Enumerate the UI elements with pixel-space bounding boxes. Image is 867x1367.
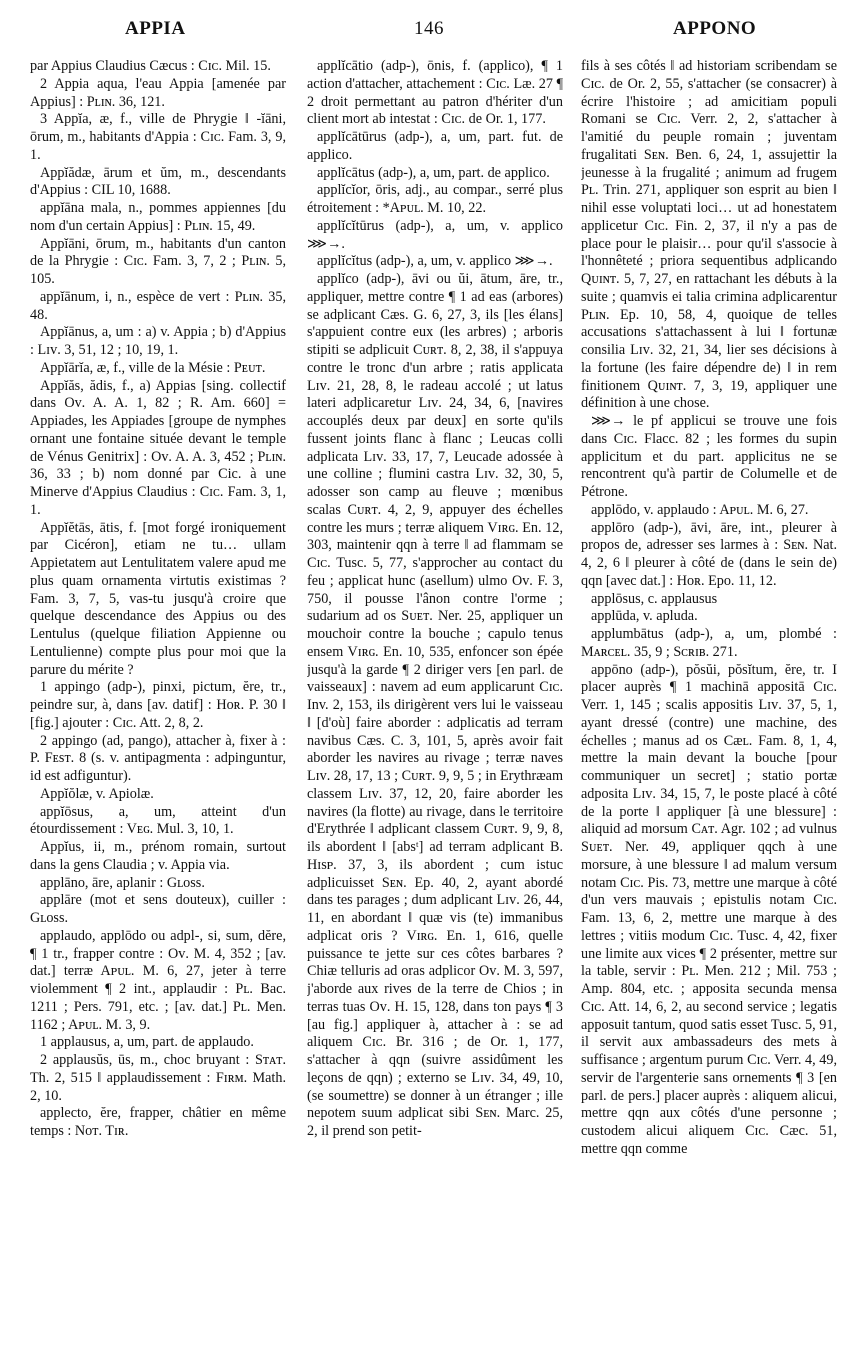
dictionary-entry: applaudo, applōdo ou adpl-, si, sum, dĕre, ¶ 1 tr., frapper contre : Oᴠ. M. 4, 352 ; [av. dat.] terræ Aᴘᴜʟ. M. 6, 27, jeter à terre violemment ¶ 2 int., applaudir : Pʟ. Bac. 1211 ; Pers. 791, etc. ; [av. dat.] Pʟ. Men. 1162 ; Aᴘᴜʟ. M. 3, 9.	[30, 927, 286, 1033]
dictionary-entry: Appĭus, ii, m., prénom romain, surtout dans la gens Claudia ; v. Appia via.	[30, 839, 286, 873]
dictionary-entry: Appĭŏlæ, v. Apiolæ.	[40, 785, 154, 802]
dictionary-entry: 2 Appia aqua, l'eau Appia [amenée par Appius] : Pʟɪɴ. 36, 121.	[30, 75, 286, 110]
dictionary-entry: Appĭāni, ōrum, m., habitants d'un canton de la Phrygie : Cɪᴄ. Fam. 3, 7, 2 ; Pʟɪɴ. 5, 105.	[30, 235, 286, 287]
dictionary-entry: applumbātus (adp-), a, um, plombé : Mᴀʀᴄᴇʟ. 35, 9 ; Sᴄʀɪʙ. 271.	[581, 626, 837, 660]
dictionary-entry: Appĭārĭa, æ, f., ville de la Mésie : Pᴇᴜᴛ.	[40, 359, 266, 376]
page-header	[0, 18, 867, 50]
dictionary-entry: applōro (adp-), āvi, āre, int., pleurer à propos de, adresser ses larmes à : Sᴇɴ. Nat. 4, 2, 6 ‖ pleurer à côté de (dans le sein de) qqn [avec dat.] : Hᴏʀ. Epo. 11, 12.	[581, 519, 837, 589]
dictionary-entry: applĭcātio (adp-), ōnis, f. (applico), ¶ 1 action d'attacher, attachement : Cɪᴄ. Læ. 27 ¶ 2 droit permettant au patron d'hériter d'un client mort ab intestat : Cɪᴄ. de Or. 1, 177.	[307, 58, 563, 128]
dictionary-entry: Appĭĕtās, ātis, f. [mot forgé ironiquement par Cicéron], etiam ne tu… ullam Appietatem aut Lentulitatem valere apud me plus quam ornamenta virtutis existimas ? Fam. 3, 7, 5, vas-tu jusqu'à croire que quelque descendance des Appius ou des Lentulus (quelque filiation Appienne ou Lentulienne) compte plus pour moi que la parure du mérite ?	[30, 519, 286, 678]
dictionary-entry: fils à ses côtés ‖ ad historiam scribendam se Cɪᴄ. de Or. 2, 55, s'attacher (se consacrer) à écrire l'histoire ; ad amicitiam populi Romani se Cɪᴄ. Verr. 2, 2, s'attacher à l'amitié du peuple romain ; juventam frugalitati Sᴇɴ. Ben. 6, 24, 1, assujettir la jeunesse à la frugalité ; animum ad frugem Pʟ. Trin. 271, appliquer son esprit au bien ‖ nihil esse voluptati loci… ut ad honestatem applicetur Cɪᴄ. Fin. 2, 37, il n'y a pas de place pour le plaisir… pour qu'il s'associe à l'honnêteté ; priora sequentibus adplicando Qᴜɪɴᴛ. 5, 7, 27, en rattachant les débuts à la suite ; quamvis ei talia crimina adplicarentur Pʟɪɴ. Ep. 10, 58, 4, quoique de telles accusations s'attachassent à lui ‖ fortunæ consilia Lɪᴠ. 32, 21, 34, lier ses décisions à la fortune (les faire dépendre de) ‖ in rem finitionem Qᴜɪɴᴛ. 7, 3, 19, appliquer une définition à une chose.	[581, 58, 837, 412]
header-right-guideword: APPONO	[673, 18, 757, 39]
dictionary-entry: applĭco (adp-), āvi ou ŭi, ātum, āre, tr., appliquer, mettre contre ¶ 1 ad eas (arbores) se adplicant Cæs. G. 6, 27, 3, ils [les élans] s'appuient contre eux (les arbres) ; arboris stipiti se adplicuit Cᴜʀᴛ. 8, 2, 38, il s'appuya contre le tronc d'un arbre ; ratis applicata Lɪᴠ. 21, 28, 8, le radeau accolé ; ut latus lateri adplicaretur Lɪᴠ. 24, 34, 6, [navires accouplés deux par deux] en sorte qu'ils fussent joints flanc à flanc ; Leucas colli adplicata Lɪᴠ. 33, 17, 7, Leucade adossée à une colline ; flumini castra Lɪᴠ. 32, 30, 5, adosser son camp au fleuve ; mœnibus scalas Cᴜʀᴛ. 4, 2, 9, appuyer des échelles contre les murs ; terræ aliquem Vɪʀɢ. En. 12, 303, maintenir qqn à terre ‖ ad flammam se Cɪᴄ. Tusc. 5, 77, s'approcher au contact du feu ; applicat hunc (asellum) ulmo Oᴠ. F. 3, 750, il pousse l'ânon contre l'orme ; sudarium ad os Sᴜᴇᴛ. Ner. 25, appliquer un mouchoir contre la bouche ; capulo tenus ensem Vɪʀɢ. En. 10, 535, enfoncer son épée jusqu'à la garde ¶ 2 diriger vers [en parl. de vaisseaux] : navem ad eum applicarunt Cɪᴄ. Inv. 2, 153, ils dirigèrent vers lui le vaisseau ‖ [d'où] faire aborder : adplicatis ad terram navibus Cæs. C. 3, 101, 5, après avoir fait aborder les navires au rivage ; terræ naves Lɪᴠ. 28, 17, 13 ; Cᴜʀᴛ. 9, 9, 5 ; in Erythræam classem Lɪᴠ. 37, 12, 20, faire aborder les navires (la flotte) au rivage, dans le territoire d'Erythrée ‖ adplicant classem Cᴜʀᴛ. 9, 9, 8, ils abordent ‖ [absᵗ] ad terram adplicant B. Hɪsᴘ. 37, 3, ils abordent ; cum istuc adplicuisset Sᴇɴ. Ep. 40, 2, ayant abordé dans tes parages ; dum adplicant Lɪᴠ. 26, 44, 11, en abordant ‖ quæ vis (te) immanibus adplicat oris ? Vɪʀɢ. En. 1, 616, quelle puissance te jette sur ces côtes barbares ? Chiæ telluris ad oras adplicor Oᴠ. M. 3, 597, j'aborde aux rives de la terre de Chios ; in terras tuas Oᴠ. H. 15, 128, dans ton pays ¶ 3 [au fig.] appliquer à, attacher à : se ad aliquem Cɪᴄ. Br. 316 ; de Or. 1, 177, s'attacher à qqn (suivre assidûment les leçons de qqn) ; externo se Lɪᴠ. 34, 49, 10, (se soumettre) se donner à un étranger ; ille nepotem suum adplicat sibi Sᴇɴ. Marc. 25, 2, il prend son petit-	[307, 271, 563, 1139]
dictionary-entry: applĭcātūrus (adp-), a, um, part. fut. de applico.	[307, 129, 563, 163]
column-1	[30, 58, 286, 1358]
dictionary-entry: applecto, ĕre, frapper, châtier en même temps : Nᴏᴛ. Tɪʀ.	[30, 1105, 286, 1139]
dictionary-entry: applĭcĭtūrus (adp-), a, um, v. applico ⋙→.	[307, 217, 563, 252]
dictionary-entry: par Appius Claudius Cæcus : Cɪᴄ. Mil. 15.	[30, 58, 271, 74]
dictionary-entry: appĭōsus, a, um, atteint d'un étourdissement : Vᴇɢ. Mul. 3, 10, 1.	[30, 803, 286, 838]
dictionary-entry: applūda, v. apluda.	[591, 608, 698, 625]
page-number: 146	[414, 18, 444, 39]
dictionary-entry: appōno (adp-), pŏsŭi, pŏsĭtum, ĕre, tr. I placer auprès ¶ 1 machinā appositā Cɪᴄ. Verr. 1, 145 ; scalis appositis Lɪᴠ. 37, 5, 1, ayant dressé (contre) une machine, des échelles ; manus ad os Cæʟ. Fam. 8, 1, 4, mettre la main devant la bouche [pour communiquer un secret] ; statio portæ adposita Lɪᴠ. 34, 15, 7, le poste placé à côté de la porte ‖ appliquer [à une blessure] : aliquid ad morsum Cᴀᴛ. Agr. 102 ; ad vulnus Sᴜᴇᴛ. Ner. 49, appliquer qqch à une morsure, à une blessure ‖ ad malum versum notam Cɪᴄ. Pis. 73, mettre une marque à côté d'un vers mauvais ; epistulis notam Cɪᴄ. Fam. 13, 6, 2, mettre une marque à des lettres ; vitiis modum Cɪᴄ. Tusc. 4, 42, fixer une limite aux vices ¶ 2 présenter, mettre sur la table, servir : Pʟ. Men. 212 ; Mil. 753 ; Amp. 804, etc. ; apposita secunda mensa Cɪᴄ. Att. 14, 6, 2, au second service ; legatis apposuit tantum, quod satis esset Tusc. 5, 91, il servit aux ambassadeurs des mets à suffisance ; argentum purum Cɪᴄ. Verr. 4, 49, servir de l'argenterie sans ornements ¶ 3 [en parl. de pers.] placer auprès : aliquem alicui, mettre qqn aux côtés d'une personne ; custodem alicui aliquem Cɪᴄ. Cæc. 51, mettre qqn comme	[581, 661, 837, 1157]
dictionary-entry: applōdo, v. applaudo : Aᴘᴜʟ. M. 6, 27.	[591, 501, 809, 518]
dictionary-entry: appĭāna mala, n., pommes appiennes [du nom d'un certain Appius] : Pʟɪɴ. 15, 49.	[30, 200, 286, 234]
dictionary-entry: applāre (mot et sens douteux), cuiller : Gʟᴏss.	[30, 892, 286, 926]
dictionary-entry: applĭcātus (adp-), a, um, part. de applico.	[317, 164, 550, 181]
dictionary-entry: applĭcĭtus (adp-), a, um, v. applico ⋙→.	[317, 253, 553, 270]
dictionary-entry: Appĭānus, a, um : a) v. Appia ; b) d'Appius : Lɪᴠ. 3, 51, 12 ; 10, 19, 1.	[30, 324, 286, 358]
dictionary-entry: applāno, āre, aplanir : Gʟᴏss.	[40, 874, 205, 891]
dictionary-entry: 2 appingo (ad, pango), attacher à, fixer à : P. Fᴇsᴛ. 8 (s. v. antipagmenta : adpinguntur, id est adfiguntur).	[30, 732, 286, 784]
dictionary-entry: 3 Appĭa, æ, f., ville de Phrygie ‖ -ĭāni, ōrum, m., habitants d'Appia : Cɪᴄ. Fam. 3, 9, 1.	[30, 111, 286, 163]
column-2	[307, 58, 563, 1358]
dictionary-entry: applōsus, c. applausus	[591, 590, 718, 607]
dictionary-entry: ⋙→ le pf applicui se trouve une fois dans Cɪᴄ. Flacc. 82 ; les formes du supin applicitum et du part. applicitus ne se rencontrent qu'à partir de Columelle et de Pétrone.	[581, 413, 837, 500]
dictionary-entry: applĭcĭor, ōris, adj., au compar., serré plus étroitement : *Aᴘᴜʟ. M. 10, 22.	[307, 182, 563, 216]
dictionary-entry: 2 applausŭs, ūs, m., choc bruyant : Sᴛᴀᴛ. Th. 2, 515 ‖ applaudissement : Fɪʀᴍ. Math. 2, 10.	[30, 1052, 286, 1104]
dictionary-entry: 1 appingo (adp-), pinxi, pictum, ĕre, tr., peindre sur, à, dans [av. datif] : Hᴏʀ. P. 30 ‖ [fig.] ajouter : Cɪᴄ. Att. 2, 8, 2.	[30, 679, 286, 731]
header-left-guideword: APPIA	[125, 18, 186, 39]
dictionary-entry: 1 applausus, a, um, part. de applaudo.	[40, 1034, 254, 1051]
dictionary-entry: Appĭădæ, ārum et ŭm, m., descendants d'Appius : CIL 10, 1688.	[30, 164, 286, 199]
column-3	[581, 58, 837, 1358]
dictionary-entry: Appĭăs, ădis, f., a) Appias [sing. collectif dans Oᴠ. A. A. 1, 82 ; R. Am. 660] = Appiades, les Appiades [groupe de nymphes ornant une fontaine située devant le temple de Vénus Genitrix] : Oᴠ. A. A. 3, 452 ; Pʟɪɴ. 36, 33 ; b) nom donné par Cic. à une Minerve d'Appius Claudius : Cɪᴄ. Fam. 3, 1, 1.	[30, 377, 286, 518]
dictionary-entry: appĭānum, i, n., espèce de vert : Pʟɪɴ. 35, 48.	[30, 288, 286, 323]
